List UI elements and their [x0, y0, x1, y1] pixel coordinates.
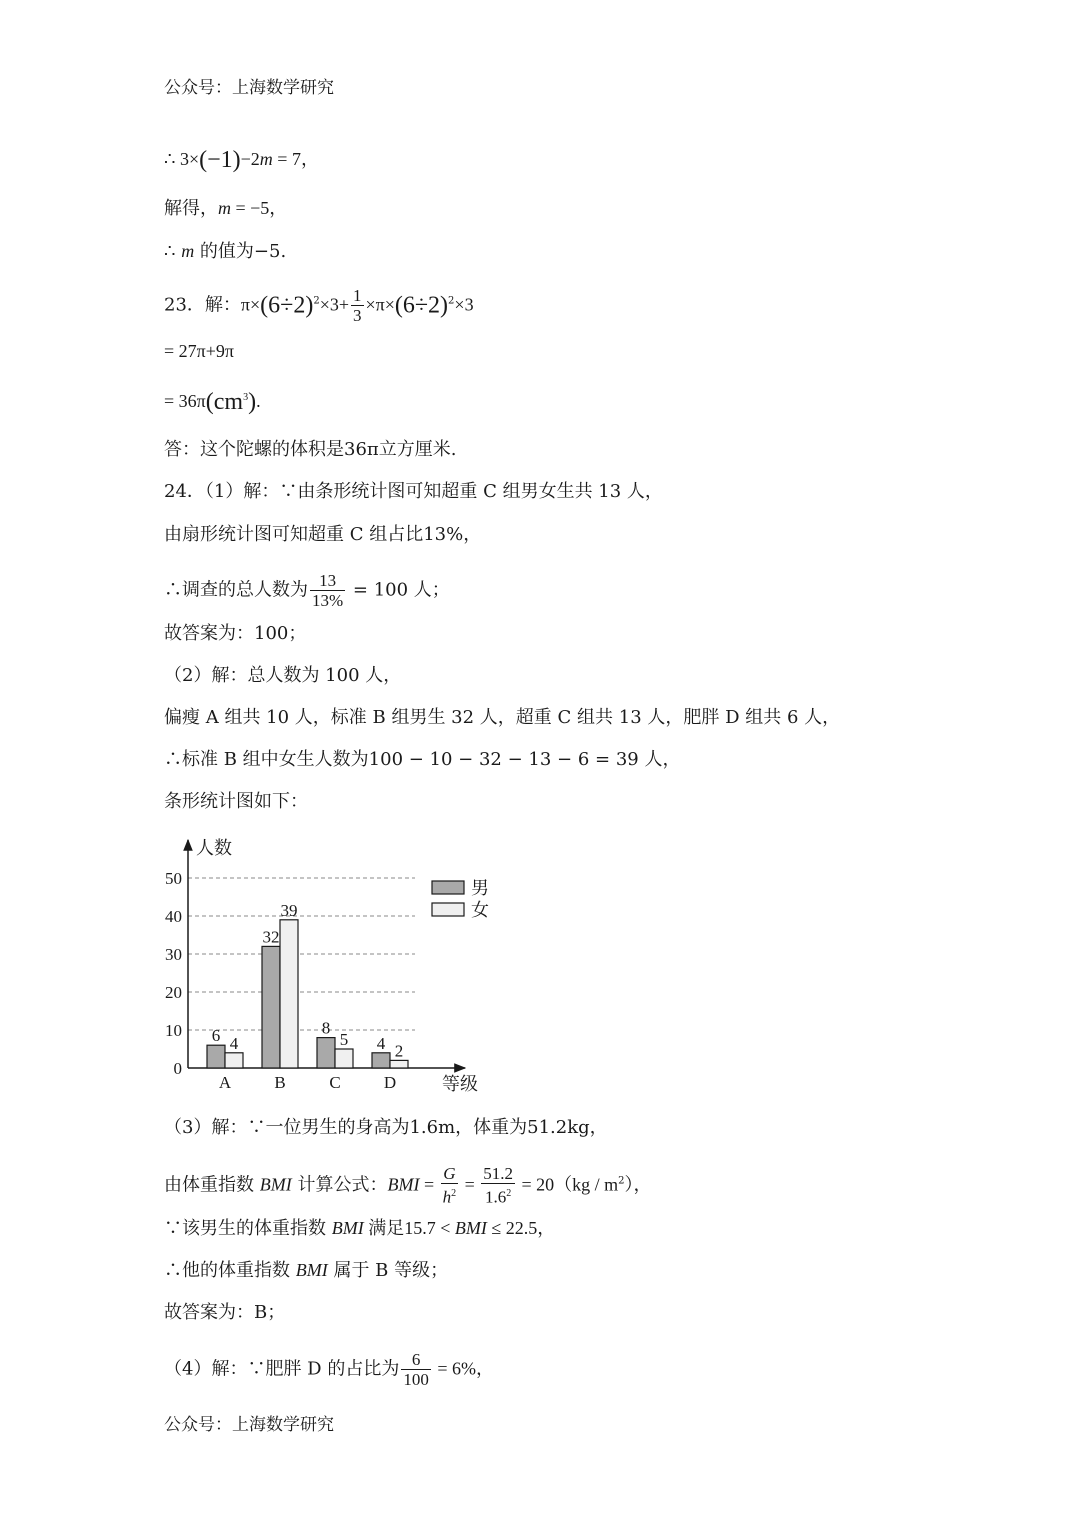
q24-p14 — [164, 1350, 494, 1389]
q24-p10-den2 — [481, 1184, 515, 1207]
q24-p11b: BMI — [331, 1218, 364, 1238]
q23-expr-e: ×π× — [365, 294, 395, 315]
q24-p10f: = — [460, 1174, 480, 1195]
bar-C-女 — [335, 1049, 353, 1068]
q24-p10e: = — [419, 1174, 439, 1195]
x-tick-label: A — [218, 1073, 232, 1092]
q24-p1: 24．（1）解：∵由条形统计图可知超重 C 组男女生共 13 人， — [164, 481, 663, 502]
bar-A-男 — [207, 1045, 225, 1068]
q24-p12c: 属于 B 等级； — [327, 1260, 449, 1281]
bar-value-label: 39 — [280, 900, 298, 920]
q23-expr-c: 2 — [313, 295, 320, 307]
q22-l3a: ∴ — [164, 241, 182, 262]
q24-p10-den1a: h — [442, 1187, 452, 1207]
q22-l1b: (−1) — [199, 147, 241, 173]
y-tick-label: 30 — [165, 945, 182, 964]
q24-p10b: BMI — [259, 1174, 292, 1195]
footer-watermark: 公众号：上海数学研究 — [164, 1415, 334, 1435]
header-watermark: 公众号：上海数学研究 — [164, 78, 334, 98]
y-tick-label: 10 — [165, 1021, 182, 1040]
bar-C-男 — [317, 1038, 335, 1068]
q22-line-3 — [164, 239, 286, 264]
q24-p13: 故答案为：B； — [164, 1302, 286, 1323]
y-tick-label: 50 — [165, 869, 182, 888]
q24-p2: 由扇形统计图可知超重 C 组占比13%， — [164, 524, 482, 545]
q24-p10g: = 20（kg / m — [517, 1174, 619, 1195]
q24-p10-num1: G — [441, 1164, 459, 1184]
q23-frac-den: 3 — [353, 306, 362, 325]
legend-label: 男 — [471, 878, 489, 898]
q22-l1a: ∴ 3× — [164, 149, 200, 169]
q24-p11a: ∵该男生的体重指数 — [164, 1218, 332, 1239]
x-tick-label: C — [329, 1073, 341, 1092]
x-tick-labels — [219, 1073, 396, 1092]
bar-value-label: 6 — [211, 1026, 221, 1046]
legend — [432, 878, 489, 920]
bar-value-label: 2 — [394, 1041, 404, 1061]
q24-p10c: 计算公式： — [291, 1174, 388, 1196]
q24-p5: （2）解：总人数为 100 人， — [164, 665, 402, 686]
q24-p11e: ≤ 22.5， — [486, 1218, 556, 1238]
q23-expr-g: 2 — [448, 295, 455, 307]
gridlines — [188, 878, 415, 1030]
y-axis-label: 人数 — [196, 838, 232, 858]
q23-line-2: = 27π+9π — [164, 341, 234, 361]
legend-swatch — [432, 903, 464, 916]
q24-p12a: ∴他的体重指数 — [164, 1260, 296, 1281]
bar-value-label: 5 — [339, 1030, 349, 1049]
q24-p14-den: 100 — [403, 1370, 429, 1389]
bar-B-男 — [262, 946, 280, 1068]
q24-p4: 故答案为：100； — [164, 623, 307, 644]
q24-p3a: ∴调查的总人数为 — [164, 579, 308, 601]
bar-chart — [160, 832, 500, 1100]
q24-p10-den1 — [441, 1184, 459, 1207]
q23-answer: 答：这个陀螺的体积是36π立方厘米. — [164, 439, 457, 460]
y-tick-label: 0 — [173, 1059, 182, 1078]
q23-expr-d: ×3+ — [319, 294, 349, 315]
q23-line3a: = 36π — [164, 391, 206, 411]
bars — [207, 901, 408, 1068]
q22-line-2 — [164, 196, 287, 221]
y-tick-label: 20 — [165, 983, 182, 1002]
bar-B-女 — [280, 920, 298, 1068]
q23-label: 23．解： — [164, 294, 241, 316]
q23-line-1 — [164, 286, 474, 325]
x-axis-label: 等级 — [442, 1074, 478, 1094]
q24-p10 — [164, 1164, 652, 1207]
q24-p11d: BMI — [454, 1218, 487, 1238]
q23-line3e: . — [256, 391, 261, 411]
q23-frac-num: 1 — [353, 286, 362, 305]
q22-line-1 — [164, 147, 319, 172]
x-tick-label: D — [383, 1073, 397, 1092]
q24-p3-fraction — [310, 571, 345, 610]
q24-p7: ∴标准 B 组中女生人数为100 − 10 − 32 − 13 − 6 = 39 人， — [164, 749, 681, 770]
y-tick-labels — [165, 869, 182, 1078]
q24-p3-num: 13 — [310, 571, 345, 591]
q24-p10a: 由体重指数 — [164, 1174, 260, 1196]
q24-p3 — [164, 571, 450, 610]
bar-value-label: 32 — [262, 927, 280, 947]
bar-value-label: 4 — [229, 1033, 239, 1053]
legend-swatch — [432, 881, 464, 894]
x-tick-label: B — [274, 1073, 286, 1092]
q24-p14b: = 6%， — [432, 1358, 494, 1379]
q24-p8: 条形统计图如下： — [164, 791, 308, 812]
q24-p9: （3）解：∵一位男生的身高为1.6m，体重为51.2kg， — [164, 1117, 608, 1138]
q24-p12 — [164, 1258, 448, 1283]
q24-p14a: （4）解：∵肥胖 D 的占比为 — [164, 1358, 400, 1380]
q24-p10-den2b: 2 — [506, 1188, 512, 1199]
bar-value-label: 8 — [321, 1018, 331, 1038]
q24-p3-den: 13% — [312, 591, 344, 610]
q24-p11 — [164, 1216, 555, 1241]
q24-p10d: BMI — [387, 1174, 420, 1195]
q24-p10i: ）， — [624, 1174, 652, 1196]
q22-l3b: m — [181, 241, 195, 261]
q23-line3b: (cm — [205, 389, 244, 415]
q24-p14-num: 6 — [401, 1350, 431, 1370]
q23-expr-f: (6÷2) — [394, 292, 449, 319]
q24-p10-frac1 — [441, 1164, 459, 1207]
q24-p11c: 满足15.7 < — [363, 1218, 455, 1238]
bar-A-女 — [225, 1053, 243, 1068]
q23-expr-b: (6÷2) — [260, 292, 314, 319]
q24-p14-fraction — [401, 1350, 431, 1389]
q22-l1c: −2 — [240, 149, 260, 169]
y-tick-label: 40 — [165, 907, 182, 926]
q23-line3c: 3 — [243, 392, 249, 403]
q24-p6: 偏瘦 A 组共 10 人，标准 B 组男生 32 人，超重 C 组共 13 人，肥胖 D 组共 6 人， — [164, 707, 841, 728]
q24-p10-num2: 51.2 — [483, 1164, 513, 1183]
q24-p12b: BMI — [295, 1260, 328, 1280]
q23-line-3 — [164, 386, 261, 414]
q24-p3b: = 100 人； — [347, 579, 450, 601]
q24-p10-den1b: 2 — [451, 1188, 457, 1199]
q23-expr-a: π× — [240, 294, 261, 315]
q24-p10h: 2 — [618, 1175, 625, 1187]
bar-D-男 — [372, 1053, 390, 1068]
q22-l2a: 解得， — [164, 198, 218, 219]
q22-l2c: = −5， — [231, 198, 288, 218]
q22-l1e: = 7， — [272, 149, 319, 169]
q22-l3c: 的值为−5. — [194, 241, 287, 262]
bar-D-女 — [390, 1060, 408, 1068]
bar-value-label: 4 — [376, 1033, 386, 1053]
q24-p10-frac2 — [481, 1164, 515, 1207]
q24-p10-den2a: 1.6 — [485, 1187, 507, 1207]
q22-l1d: m — [259, 149, 273, 169]
legend-label: 女 — [471, 900, 489, 920]
q23-expr-h: ×3 — [454, 294, 474, 315]
q22-l2b: m — [218, 198, 231, 218]
q23-fraction — [351, 286, 364, 325]
q23-line3d: ) — [248, 389, 257, 415]
